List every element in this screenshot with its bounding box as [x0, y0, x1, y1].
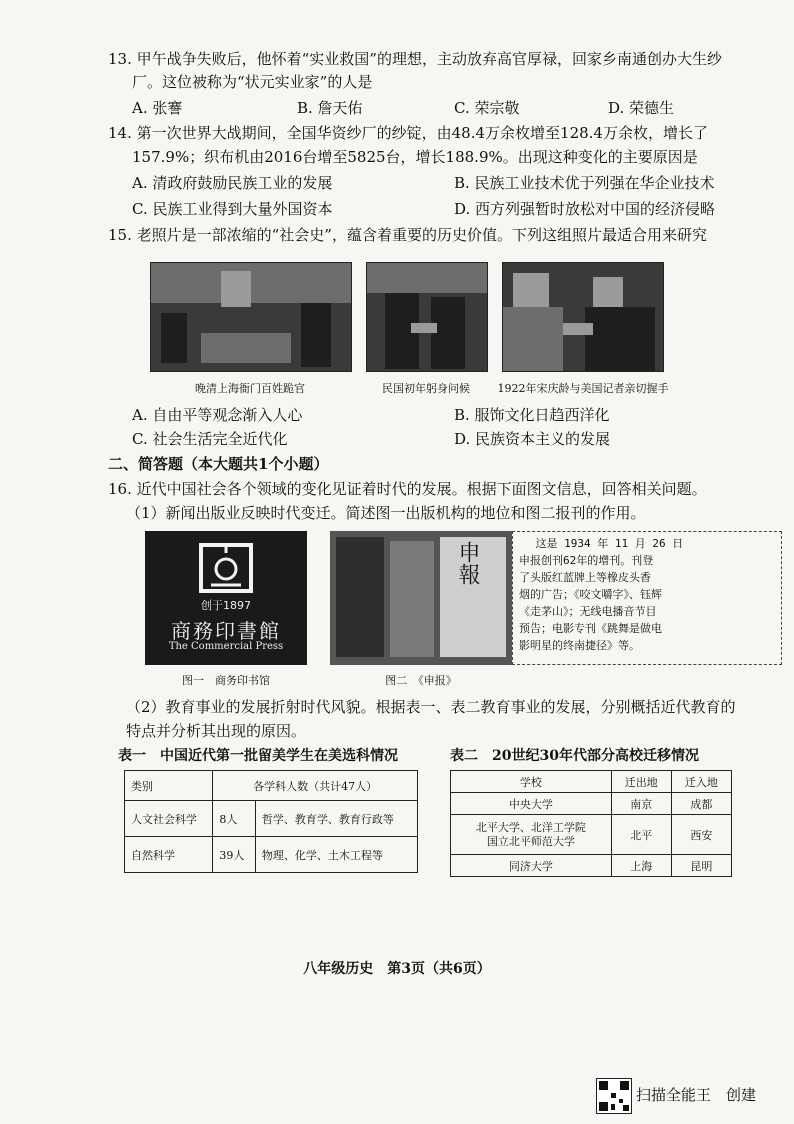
table1-row1-count: 8人 [213, 801, 255, 837]
logo-founded-year: 创于1897 [201, 599, 251, 612]
table2 [450, 770, 732, 877]
q13-option-d: D. 荣德生 [608, 99, 675, 117]
table2-row2-school [451, 815, 612, 855]
q13-option-b: B. 詹天佑 [297, 99, 363, 117]
q15-option-a: A. 自由平等观念渐入人心 [132, 406, 303, 424]
note-line-4: 烟的广告；《咬文嚼字》、钰辉 [519, 588, 662, 601]
commercial-press-logo [145, 531, 307, 665]
shenbao-note-box [512, 531, 782, 665]
photo-soong-chingling-handshake [502, 262, 664, 372]
q16-sub1: （1）新闻出版业反映时代变迁。简述图一出版机构的地位和图二报刊的作用。 [126, 504, 646, 522]
logo-chinese-name: 商務印書館 [171, 619, 281, 643]
table2-header-to: 迁入地 [671, 771, 731, 793]
note-line-2: 申报创刊62年的增刊。刊登 [519, 554, 654, 567]
fig1-caption: 图一 商务印书馆 [182, 674, 270, 687]
fig2-caption: 图二 《申报》 [385, 674, 457, 687]
q15-option-b: B. 服饰文化日趋西洋化 [454, 406, 610, 424]
q16-sub2-line2: 特点并分析其出现的原因。 [126, 722, 307, 740]
scanner-watermark: 扫描全能王 创建 [636, 1086, 757, 1104]
table2-row2-to: 西安 [671, 815, 731, 855]
q14-option-b: B. 民族工业技术优于列强在华企业技术 [454, 174, 715, 192]
photo-caption-1: 晚清上海衙门百姓跪官 [195, 382, 305, 395]
table1-row2-category: 自然科学 [125, 837, 213, 873]
q13-option-c: C. 荣宗敬 [454, 99, 520, 117]
q13-stem-line1: 13. 甲午战争失败后，他怀着“实业救国”的理想，主动放弃高官厚禄，回家乡南通创办大生纱 [108, 50, 722, 68]
page-footer: 八年级历史 第3页（共6页） [303, 961, 491, 977]
q15-stem: 15. 老照片是一部浓缩的“社会史”，蕴含着重要的历史价值。下列这组照片最适合用来研究 [108, 226, 707, 244]
q14-option-a: A. 清政府鼓励民族工业的发展 [132, 174, 333, 192]
table1-row2-count: 39人 [213, 837, 255, 873]
photo-caption-2: 民国初年躬身问候 [382, 382, 470, 395]
qr-code-icon [596, 1078, 632, 1114]
logo-english-name: The Commercial Press [168, 641, 284, 652]
table1-row2-subjects: 物理、化学、土木工程等 [255, 837, 417, 873]
table2-row1-from: 南京 [611, 793, 671, 815]
photo-early-republic-greeting [366, 262, 488, 372]
q13-stem-line2: 厂。这位被称为“状元实业家”的人是 [132, 73, 373, 91]
table2-header-school: 学校 [451, 771, 612, 793]
table2-row2-from: 北平 [611, 815, 671, 855]
table2-header-from: 迁出地 [611, 771, 671, 793]
table1-header-category: 类别 [125, 771, 213, 801]
table2-row3-to: 昆明 [671, 855, 731, 877]
q14-stem-line2: 157.9%；织布机由2016台增至5825台，增长188.9%。出现这种变化的主要原因是 [132, 148, 698, 166]
table1 [124, 770, 418, 873]
table2-title: 表二 20世纪30年代部分高校迁移情况 [450, 748, 699, 764]
q14-stem-line1: 14. 第一次世界大战期间，全国华资纱厂的纱锭，由48.4万余枚增至128.4万余枚，增长了 [108, 124, 708, 142]
table1-row1-subjects: 哲学、教育学、教育行政等 [255, 801, 417, 837]
table1-title: 表一 中国近代第一批留美学生在美选科情况 [118, 748, 398, 764]
photo-qing-officials [150, 262, 352, 372]
q15-option-d: D. 民族资本主义的发展 [454, 430, 611, 448]
table2-row2-school-line2: 国立北平师范大学 [486, 834, 575, 848]
table1-header-count: 各学科人数（共计47人） [213, 771, 418, 801]
shenbao-newspaper-image [330, 531, 512, 665]
table1-row1-category: 人文社会科学 [125, 801, 213, 837]
table2-row3-from: 上海 [611, 855, 671, 877]
table2-row1-school: 中央大学 [451, 793, 612, 815]
q15-option-c: C. 社会生活完全近代化 [132, 430, 288, 448]
note-line-1: 这是 1934 年 11 月 26 日 [535, 537, 684, 550]
newspaper-masthead: 申報 [455, 541, 480, 585]
note-line-3: 了头版红蓝牌上等橡皮头香 [519, 571, 651, 584]
note-line-6: 预告；电影专刊《跳舞是做电 [519, 622, 662, 635]
section-heading: 二、简答题（本大题共1个小题） [108, 455, 329, 473]
table2-row3-school: 同济大学 [451, 855, 612, 877]
table2-row1-to: 成都 [671, 793, 731, 815]
q14-option-d: D. 西方列强暂时放松对中国的经济侵略 [454, 200, 716, 218]
note-line-7: 影明星的终南捷径》等。 [519, 639, 640, 652]
q13-option-a: A. 张謇 [132, 99, 183, 117]
photo-caption-3: 1922年宋庆龄与美国记者亲切握手 [497, 382, 669, 395]
q16-sub2-line1: （2）教育事业的发展折射时代风貌。根据表一、表二教育事业的发展，分别概括近代教育的 [126, 698, 736, 716]
table2-row2-school-line1: 北平大学、北洋工学院 [475, 820, 586, 834]
q16-stem: 16. 近代中国社会各个领域的变化见证着时代的发展。根据下面图文信息，回答相关问题。 [108, 480, 707, 498]
q14-option-c: C. 民族工业得到大量外国资本 [132, 200, 333, 218]
note-line-5: 《走茅山》；无线电播音节目 [519, 605, 657, 618]
